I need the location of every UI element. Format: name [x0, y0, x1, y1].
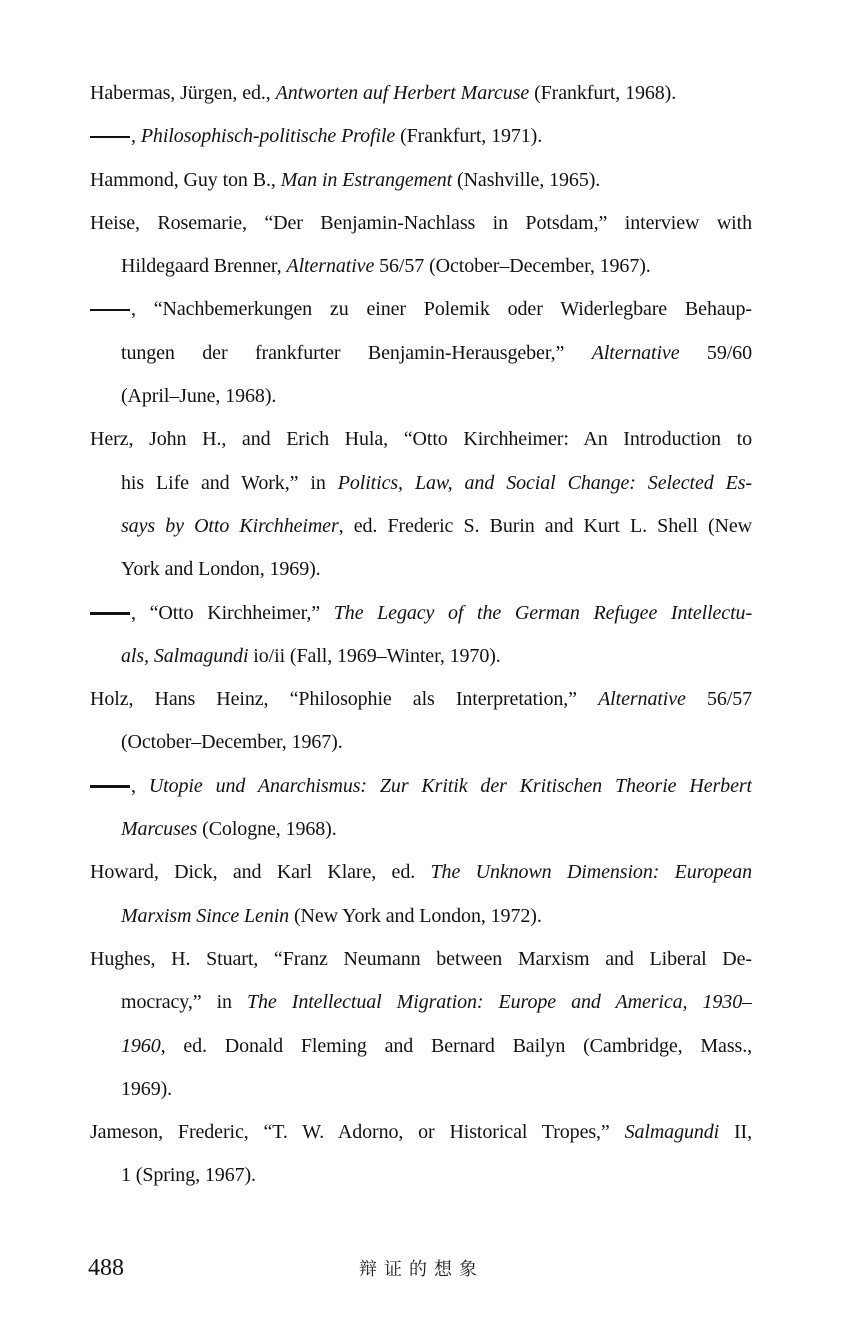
entry-line	[90, 115, 752, 158]
work-title-italic: Utopie und Anarchismus: Zur Kritik der Kritischen Theorie Herbert	[148, 774, 752, 797]
entry-text: ,	[131, 125, 141, 148]
entry-text: tungen der frankfurter Benjamin-Herausgeber,”	[121, 341, 592, 364]
work-title-italic: Marcuses	[121, 818, 198, 841]
entry-line	[90, 895, 752, 938]
entry-line	[90, 1025, 752, 1068]
entry-text: 1 (Spring, 1967).	[121, 1164, 256, 1187]
bibliography-entry	[90, 938, 752, 1111]
entry-text: , ed. Donald Fleming and Bernard Bailyn (Cambridge, Mass.,	[160, 1034, 752, 1057]
work-title-italic: Alternative	[286, 255, 375, 278]
work-title-italic: Salmagundi	[624, 1121, 720, 1144]
entry-line	[90, 981, 752, 1024]
entry-line	[90, 635, 752, 678]
entry-line	[90, 72, 752, 115]
entry-text: , “Otto Kirchheimer,”	[131, 601, 334, 624]
bibliography-entry	[90, 72, 752, 115]
entry-line	[90, 505, 752, 548]
entry-line	[90, 678, 752, 721]
work-title-italic: The Intellectual Migration: Europe and America, 1930–	[247, 991, 752, 1014]
entry-text: Herz, John H., and Erich Hula, “Otto Kirchheimer: An Introduction to	[90, 428, 752, 451]
entry-text: 59/60	[679, 341, 752, 364]
entry-line	[90, 418, 752, 461]
work-title-italic: als, Salmagundi	[121, 644, 249, 667]
bibliography-entry	[90, 851, 752, 938]
entry-text: Heise, Rosemarie, “Der Benjamin-Nachlass in Potsdam,” interview with	[90, 211, 752, 234]
work-title-italic: 1960	[121, 1034, 161, 1057]
entry-text: io/ii (Fall, 1969–Winter, 1970).	[248, 644, 501, 667]
work-title-italic: Alternative	[598, 688, 686, 711]
entry-text: 56/57	[685, 688, 752, 711]
entry-line	[90, 1111, 752, 1154]
repeated-author-dash	[90, 612, 130, 614]
entry-text: (New York and London, 1972).	[289, 904, 542, 927]
entry-line	[90, 721, 752, 764]
work-title-italic: Philosophisch-politische Profile	[140, 125, 396, 148]
page-number: 488	[88, 1255, 124, 1281]
bibliography-entry	[90, 159, 752, 202]
work-title-italic: says by Otto Kirchheimer	[121, 514, 339, 537]
work-title-italic: Politics, Law, and Social Change: Selected Es-	[337, 471, 752, 494]
bibliography-entry	[90, 418, 752, 591]
entry-line	[90, 159, 752, 202]
entry-line	[90, 462, 752, 505]
entry-text: (Frankfurt, 1968).	[529, 82, 677, 104]
entry-text: (Cologne, 1968).	[197, 818, 337, 841]
entry-text: Hughes, H. Stuart, “Franz Neumann between Marxism and Liberal De-	[90, 947, 752, 970]
entry-text: mocracy,” in	[121, 991, 247, 1014]
entry-text: Habermas, Jürgen, ed.,	[90, 82, 276, 104]
bibliography-entry	[90, 1111, 752, 1198]
entry-text: his Life and Work,” in	[121, 471, 338, 494]
entry-text: Jameson, Frederic, “T. W. Adorno, or Historical Tropes,”	[90, 1121, 625, 1144]
work-title-italic: Antworten auf Herbert Marcuse	[275, 82, 530, 104]
entry-text: Howard, Dick, and Karl Klare, ed.	[90, 861, 431, 884]
entry-line	[90, 202, 752, 245]
entry-text: (October–December, 1967).	[121, 731, 343, 754]
entry-text: Hammond, Guy ton B.,	[90, 168, 281, 191]
work-title-italic: Alternative	[591, 341, 680, 364]
entry-text: Holz, Hans Heinz, “Philosophie als Interpretation,”	[90, 688, 599, 711]
entry-text: (April–June, 1968).	[121, 385, 277, 408]
bibliography-list	[90, 72, 752, 1198]
entry-text: , “Nachbemerkungen zu einer Polemik oder Widerlegbare Behaup-	[131, 298, 752, 321]
entry-text: York and London, 1969).	[121, 558, 321, 581]
entry-text: (Frankfurt, 1971).	[395, 125, 543, 148]
entry-line	[90, 332, 752, 375]
repeated-author-dash	[90, 785, 130, 787]
work-title-italic: The Legacy of the German Refugee Intellectu-	[333, 601, 752, 624]
entry-line	[90, 851, 752, 894]
entry-line	[90, 288, 752, 331]
work-title-italic: The Unknown Dimension: European	[430, 861, 752, 884]
entry-text: , ed. Frederic S. Burin and Kurt L. Shell (New	[338, 514, 752, 537]
entry-text: 1969).	[121, 1077, 173, 1100]
repeated-author-dash	[90, 136, 130, 138]
running-title: 辩证的想象	[359, 1259, 484, 1280]
bibliography-entry	[90, 678, 752, 765]
work-title-italic: Marxism Since Lenin	[121, 904, 290, 927]
repeated-author-dash	[90, 309, 130, 311]
entry-text: 56/57 (October–December, 1967).	[374, 255, 651, 278]
entry-line	[90, 1068, 752, 1111]
bibliography-entry	[90, 202, 752, 289]
entry-text: (Nashville, 1965).	[452, 168, 601, 191]
bibliography-entry	[90, 288, 752, 418]
bibliography-entry	[90, 765, 752, 852]
entry-line	[90, 592, 752, 635]
entry-line	[90, 808, 752, 851]
entry-line	[90, 245, 752, 288]
bibliography-entry	[90, 592, 752, 679]
entry-text: II,	[719, 1121, 752, 1144]
entry-line	[90, 938, 752, 981]
work-title-italic: Man in Estrangement	[280, 168, 453, 191]
entry-line	[90, 548, 752, 591]
entry-text: ,	[131, 774, 149, 797]
entry-text: Hildegaard Brenner,	[121, 255, 287, 278]
entry-line	[90, 375, 752, 418]
bibliography-entry	[90, 115, 752, 158]
entry-line	[90, 1154, 752, 1197]
entry-line	[90, 765, 752, 808]
